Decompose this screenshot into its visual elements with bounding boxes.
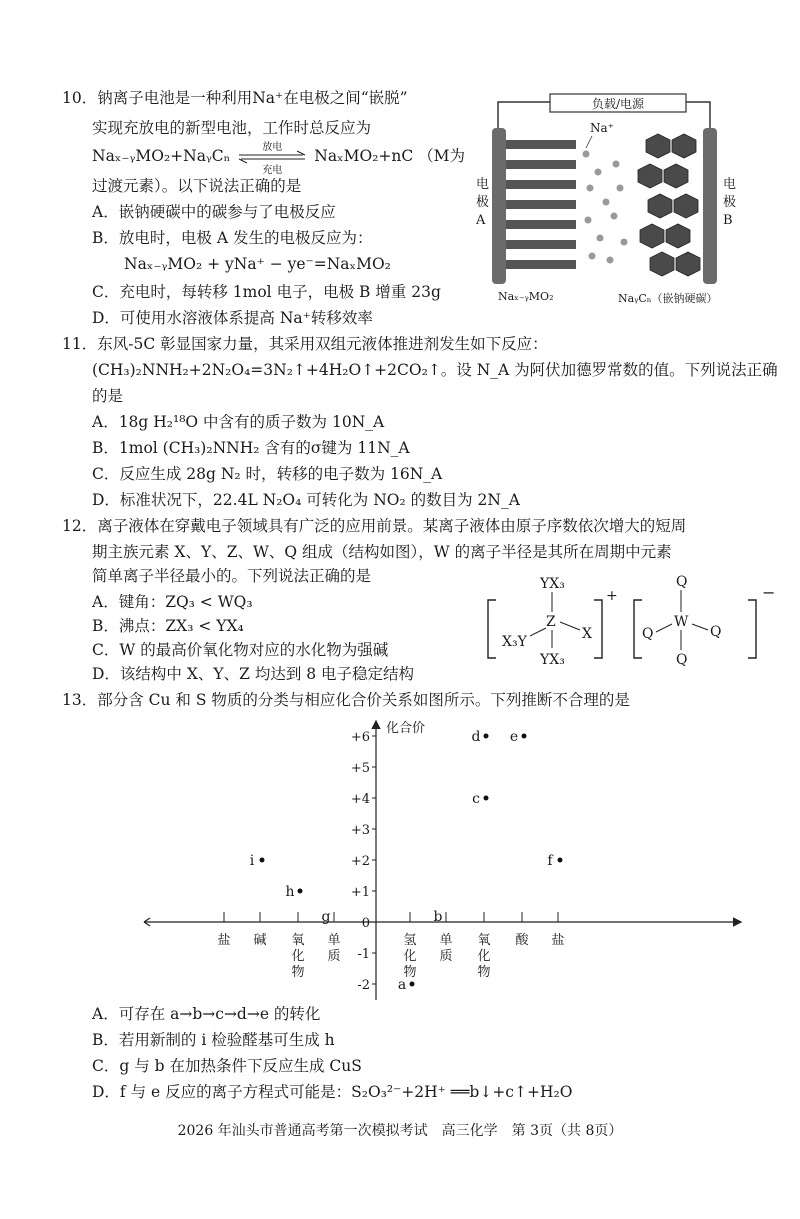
- point-label-b: b: [433, 909, 443, 925]
- battery-figure: [468, 92, 740, 314]
- electrode-b-char2: 极: [723, 195, 737, 210]
- q10-line2: 实现充放电的新型电池，工作时总反应为: [92, 119, 372, 137]
- na-ions: [583, 151, 628, 264]
- point-e: [522, 734, 527, 739]
- q13-option-a: A．可存在 a→b→c→d→e 的转化: [92, 1005, 321, 1023]
- x-tick-label: 单: [327, 933, 341, 948]
- yx3-top: YX₃: [540, 576, 565, 592]
- point-label-a: a: [397, 977, 407, 993]
- q13-option-b: B．若用新制的 i 检验醛基可生成 h: [92, 1031, 335, 1049]
- q12-line1: 12．离子液体在穿戴电子领域具有广泛的应用前景。某离子液体由原子序数依次增大的短周: [62, 517, 687, 535]
- q10-line4: 过渡元素）。以下说法正确的是: [92, 177, 302, 195]
- electrode-a-char2: 极: [476, 195, 490, 210]
- q10-option-a: A．嵌钠硬碳中的碳参与了电极反应: [92, 203, 336, 221]
- electrode-a-char3: A: [476, 213, 486, 228]
- point-d: [484, 734, 489, 739]
- q12-option-c: C．W 的最高价氧化物对应的水化物为强碱: [92, 641, 389, 659]
- x-tick-label: 物: [403, 965, 417, 980]
- point-h: [298, 889, 303, 894]
- point-label-h: h: [285, 884, 295, 900]
- point-label-e: e: [509, 729, 519, 745]
- q11-option-b: B．1mol (CH₃)₂NNH₂ 含有的σ键为 11N_A: [92, 439, 410, 457]
- valence-chart: [140, 716, 750, 1006]
- x-tick-label: 氧: [291, 933, 305, 948]
- x-tick-label: 物: [477, 965, 491, 980]
- q-bottom: Q: [676, 652, 688, 668]
- x-tick-label: 化: [291, 949, 305, 964]
- x-tick-label: 氢: [403, 933, 417, 948]
- q12-option-b: B．沸点：ZX₃ < YX₄: [92, 617, 244, 635]
- anion-charge: −: [762, 583, 776, 602]
- x3y-group: X₃Y: [502, 634, 527, 650]
- y-tick-label: 0: [361, 916, 370, 931]
- q11-line3: 的是: [92, 387, 124, 405]
- y-tick-label: -1: [357, 947, 370, 962]
- hard-carbon: [638, 134, 700, 276]
- q10-equation: [92, 142, 466, 176]
- q10-option-c: C．充电时，每转移 1mol 电子，电极 B 增重 23g: [92, 283, 441, 301]
- x-tick-label: 盐: [551, 933, 565, 948]
- z-atom: Z: [546, 614, 556, 630]
- q10-eq-top: 放电: [262, 142, 283, 153]
- q-top: Q: [676, 574, 688, 590]
- na-ion-label: Na⁺: [590, 121, 614, 135]
- y-tick-label: +4: [350, 792, 370, 807]
- point-label-i: i: [249, 853, 255, 869]
- x-tick-label: 化: [477, 949, 491, 964]
- cation-charge: +: [606, 588, 618, 604]
- y-axis-label: 化合价: [386, 721, 426, 736]
- electrode-b: [703, 128, 717, 284]
- point-i: [260, 858, 265, 863]
- x-tick-label: 碱: [253, 933, 267, 948]
- q10-eq-right: NaₓMO₂+nC （M为: [314, 147, 466, 165]
- q13-option-d: D．f 与 e 反应的离子方程式可能是：S₂O₃²⁻+2H⁺ ══b↓+c↑+H₂O: [92, 1083, 573, 1101]
- q12-option-a: A．键角：ZQ₃ < WQ₃: [92, 593, 253, 611]
- q-left: Q: [642, 626, 654, 642]
- x-tick-label: 单: [439, 933, 453, 948]
- q10-eq-left: Naₓ₋ᵧMO₂+NaᵧCₙ: [92, 147, 231, 165]
- y-tick-label: -2: [357, 978, 370, 993]
- x-tick-label: 化: [403, 949, 417, 964]
- q11-line1: 11．东风-5C 彰显国家力量，其采用双组元液体推进剂发生如下反应：: [62, 335, 548, 353]
- y-tick-label: +3: [350, 823, 370, 838]
- q12-line3: 简单离子半径最小的。下列说法正确的是: [92, 567, 372, 585]
- hard-carbon-caption: NaᵧCₙ（嵌钠硬碳）: [618, 292, 718, 305]
- mo2-layers: [506, 140, 576, 269]
- source-label: 负载/电源: [591, 97, 645, 111]
- x-tick-label: 盐: [217, 933, 231, 948]
- point-a: [410, 982, 415, 987]
- page-footer: 2026 年汕头市普通高考第一次模拟考试 高三化学 第 3页（共 8页）: [177, 1123, 623, 1139]
- q12-option-d: D．该结构中 X、Y、Z 均达到 8 电子稳定结构: [92, 665, 415, 683]
- q12-line2: 期主族元素 X、Y、Z、W、Q 组成（结构如图），W 的离子半径是其所在周期中元素: [92, 543, 672, 561]
- y-tick-label: +1: [350, 885, 370, 900]
- x-atom: X: [582, 626, 592, 642]
- q11-line2: (CH₃)₂NNH₂+2N₂O₄=3N₂↑+4H₂O↑+2CO₂↑。设 N_A 为阿伏加德罗常数的值。下列说法正确: [92, 361, 778, 379]
- right-wire: [686, 102, 710, 132]
- mo2-caption: Naₓ₋ᵧMO₂: [498, 290, 554, 303]
- q10-option-b: B．放电时，电极 A 发生的电极反应为：: [92, 229, 373, 247]
- point-label-d: d: [471, 729, 481, 745]
- electrode-b-char1: 电: [723, 177, 737, 192]
- x-tick-label: 质: [439, 949, 453, 964]
- q11-option-c: C．反应生成 28g N₂ 时，转移的电子数为 16N_A: [92, 465, 443, 483]
- electrode-a: [492, 128, 506, 284]
- x-tick-label: 酸: [515, 933, 529, 948]
- point-c: [484, 796, 489, 801]
- q10-line1: 10．钠离子电池是一种利用Na⁺在电极之间“嵌脱”: [62, 89, 408, 107]
- yx3-bottom: YX₃: [540, 652, 565, 668]
- y-tick-label: +2: [350, 854, 370, 869]
- q10-option-d: D．可使用水溶液体系提高 Na⁺转移效率: [92, 309, 373, 327]
- y-tick-label: +5: [350, 761, 370, 776]
- left-wire: [498, 102, 550, 132]
- point-label-f: f: [547, 853, 553, 869]
- q13-line1: 13．部分含 Cu 和 S 物质的分类与相应化合价关系如图所示。下列推断不合理的是: [62, 691, 630, 709]
- q10-option-b-eq: Naₓ₋ᵧMO₂ + yNa⁺ − ye⁻=NaₓMO₂: [124, 255, 391, 273]
- point-label-g: g: [321, 909, 331, 925]
- x-tick-label: 质: [327, 949, 341, 964]
- q10-eq-arrows: [235, 142, 309, 176]
- q-right: Q: [710, 624, 722, 640]
- ionic-structure-figure: [482, 570, 782, 674]
- q10-eq-bottom: 充电: [262, 165, 283, 176]
- w-atom: W: [674, 614, 689, 630]
- y-tick-label: +6: [350, 730, 370, 745]
- q13-option-c: C．g 与 b 在加热条件下反应生成 CuS: [92, 1057, 362, 1075]
- point-label-c: c: [472, 791, 480, 807]
- electrode-b-char3: B: [723, 213, 733, 228]
- electrode-a-char1: 电: [476, 177, 490, 192]
- q11-option-a: A．18g H₂¹⁸O 中含有的质子数为 10N_A: [92, 413, 385, 431]
- x-tick-label: 物: [291, 965, 305, 980]
- x-tick-label: 氧: [477, 933, 491, 948]
- q11-option-d: D．标准状况下，22.4L N₂O₄ 可转化为 NO₂ 的数目为 2N_A: [92, 491, 520, 509]
- point-f: [558, 858, 563, 863]
